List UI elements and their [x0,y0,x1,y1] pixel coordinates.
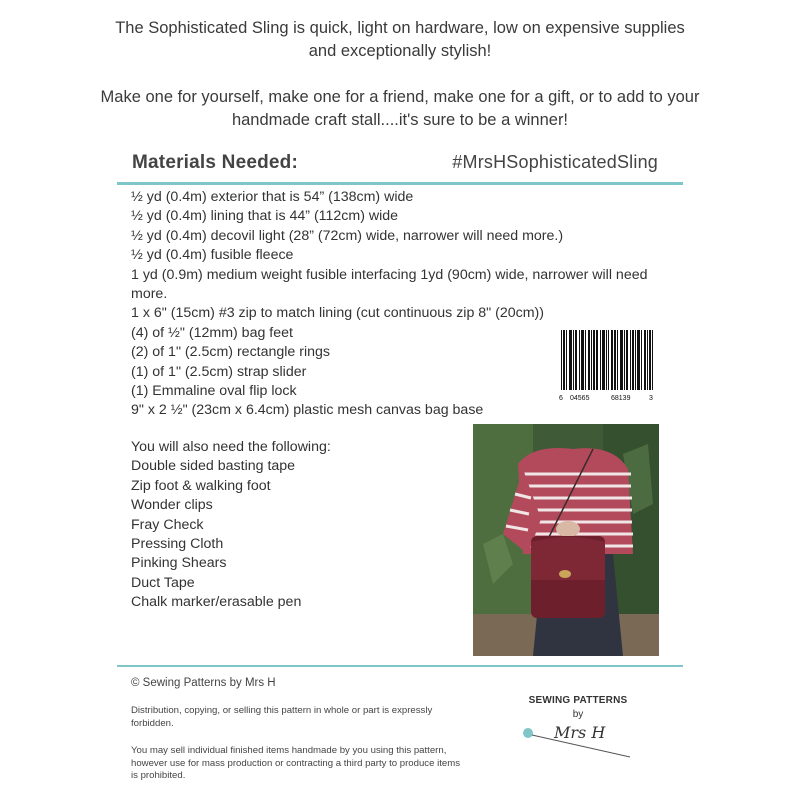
barcode-bar [569,330,570,390]
barcode-bar [596,330,597,390]
barcode-bar [602,330,603,390]
list-item: Double sided basting tape [131,458,296,475]
barcode-bar [604,330,605,390]
barcode-bar [561,330,562,390]
brand-logo [518,695,638,765]
barcode-digit-left: 6 [559,395,563,402]
barcode-bar [627,330,628,390]
product-photo [473,424,659,656]
list-item: Fray Check [131,516,204,533]
list-item: (2) of 1" (2.5cm) rectangle rings [131,344,331,361]
list-item: ½ yd (0.4m) exterior that is 54” (138cm) wide [131,189,414,205]
list-item: 1 yd (0.9m) medium weight fusible interfacing 1yd (90cm) wide, narrower will need more. [131,266,648,303]
list-item: (4) of ½" (12mm) bag feet [131,324,293,341]
barcode-bar [620,330,621,390]
barcode-bar [614,330,615,390]
list-item: Duct Tape [131,574,195,591]
barcode-bar [615,330,616,390]
barcode-bar [603,330,604,390]
barcode-bar [638,330,639,390]
barcode-bar [608,330,609,390]
materials-heading: Materials Needed: [132,152,299,173]
intro-text-1: The Sophisticated Sling is quick, light on hardware, low on expensive supplies and exceptionally stylish! [115,19,685,60]
barcode-bar [637,330,638,390]
barcode-bar [645,330,646,390]
barcode-bar [612,330,613,390]
extras-list [131,438,331,613]
barcode-digit-right: 3 [649,395,653,402]
list-item: (1) Emmaline oval flip lock [131,383,297,400]
barcode-bar [647,330,648,390]
barcode-bar [652,330,653,390]
barcode-bar [591,330,592,390]
intro-paragraph-2 [100,86,700,132]
barcode [557,328,657,402]
notice-distribution: Distribution, copying, or selling this pattern in whole or part is expressly forbidden. [131,705,433,729]
barcode-bar [641,330,642,390]
list-item: 1 x 6" (15cm) #3 zip to match lining (cut continuous zip 8" (20cm)) [131,305,545,322]
list-item: ½ yd (0.4m) decovil light (28” (72cm) wide, narrower will need more.) [131,227,564,244]
barcode-bar [566,330,567,390]
barcode-bar [600,330,601,390]
intro-paragraph-1 [100,17,700,63]
barcode-bar [632,330,633,390]
divider-top [117,182,683,185]
barcode-bar [571,330,572,390]
barcode-bar [593,330,594,390]
logo-by: by [572,709,584,720]
barcode-bar [639,330,640,390]
barcode-digits-group-1: 04565 [570,395,590,402]
divider-bottom [117,665,683,667]
list-item: Zip foot & walking foot [131,477,271,494]
logo-script: Mrs H [554,723,606,742]
barcode-bar [588,330,589,390]
barcode-bar [633,330,634,390]
barcode-digits-group-2: 68139 [611,395,631,402]
barcode-bar [630,330,631,390]
barcode-bar [650,330,651,390]
intro-text-2: Make one for yourself, make one for a friend, make one for a gift, or to add to your handmade craft stall....it's sure to be a winner! [100,88,700,129]
barcode-bar [576,330,577,390]
barcode-bar [626,330,627,390]
barcode-bar [564,330,565,390]
barcode-bar [589,330,590,390]
barcode-bar [649,330,650,390]
barcode-bar [622,330,623,390]
barcode-bar [644,330,645,390]
barcode-bar [621,330,622,390]
barcode-bar [573,330,574,390]
copyright: © Sewing Patterns by Mrs H [131,677,276,689]
notice-usage: You may sell individual finished items handmade by you using this pattern, however use for mass production or contracting a third party to produce items is prohibited. [131,745,461,781]
list-item: ½ yd (0.4m) fusible fleece [131,247,294,264]
barcode-bar [585,330,586,390]
barcode-bar [575,330,576,390]
list-item: 9" x 2 ½" (23cm x 6.4cm) plastic mesh canvas bag base [131,402,484,419]
barcode-bar [606,330,607,390]
extras-heading: You will also need the following: [131,439,331,455]
list-item: Chalk marker/erasable pen [131,594,302,611]
barcode-bar [570,330,571,390]
barcode-bar [581,330,582,390]
barcode-bar [579,330,580,390]
barcode-bar [583,330,584,390]
list-item: Wonder clips [131,497,213,514]
list-item: Pressing Cloth [131,536,224,553]
list-item: ½ yd (0.4m) lining that is 44” (112cm) wide [131,208,399,225]
barcode-bar [597,330,598,390]
barcode-bar [563,330,564,390]
barcode-bar [635,330,636,390]
barcode-bar [624,330,625,390]
hashtag: #MrsHSophisticatedSling [452,152,658,172]
barcode-bar [594,330,595,390]
barcode-bar [611,330,612,390]
list-item: (1) of 1" (2.5cm) strap slider [131,363,307,380]
barcode-bar [582,330,583,390]
list-item: Pinking Shears [131,555,227,572]
logo-title: SEWING PATTERNS [528,695,628,706]
barcode-bar [617,330,618,390]
